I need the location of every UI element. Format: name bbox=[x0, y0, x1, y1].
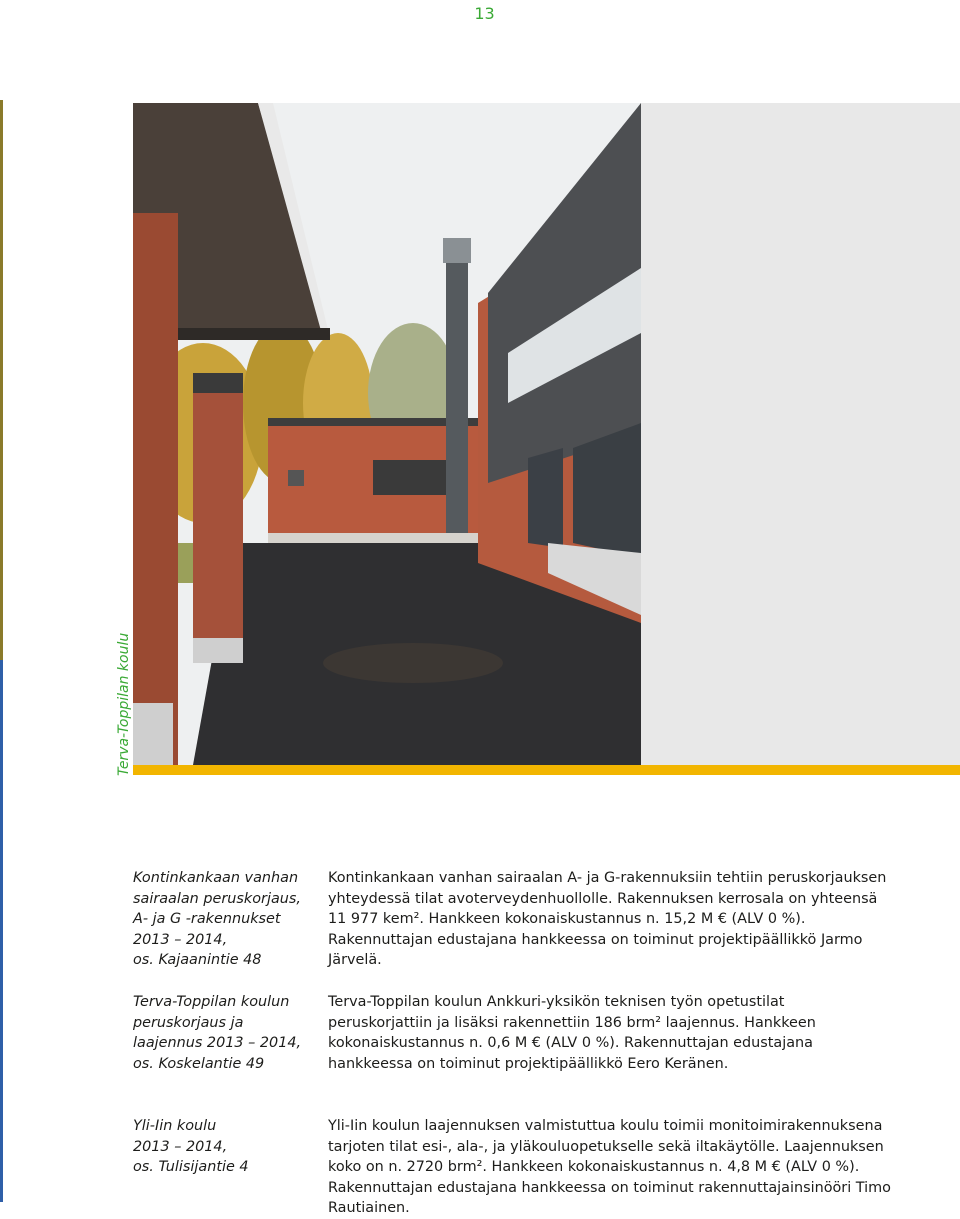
project-description-yli-ii: Yli-Iin koulun laajennuksen valmistuttua koulu toimii monitoimirakennuksena tarjoten tilat esi-, ala-, ja yläkouluopetukselle sekä iltakäytölle. Laajennuksen koko on n. 2720 brm². Hankkeen kokonaiskustannus n. 4,8 M € (ALV 0 %). Rakennuttajan edustajana hankkeessa on toiminut rakennuttajainsinööri Timo Rautiainen. bbox=[328, 1118, 891, 1217]
title-line: peruskorjaus ja bbox=[133, 1014, 244, 1031]
page-number: 13 bbox=[474, 4, 495, 23]
title-line: A- ja G -rakennukset bbox=[133, 911, 281, 928]
title-line: Yli-Iin koulu bbox=[133, 1118, 217, 1134]
title-line: 2013 – 2014, bbox=[133, 931, 228, 948]
title-line: os. Tulisijantie 4 bbox=[133, 1159, 249, 1176]
title-line: 2013 – 2014, bbox=[133, 1138, 228, 1155]
project-title-yli-ii bbox=[133, 1116, 313, 1178]
side-caption: Terva-Toppilan koulu bbox=[116, 632, 132, 776]
project-title-terva-toppila bbox=[133, 992, 313, 1074]
grey-panel bbox=[641, 103, 960, 765]
yellow-divider-bar bbox=[133, 765, 960, 775]
title-line: os. Koskelantie 49 bbox=[133, 1055, 265, 1072]
title-line: sairaalan peruskorjaus, bbox=[133, 890, 301, 907]
school-building-photo bbox=[133, 103, 641, 765]
page-edge-strip bbox=[0, 100, 3, 1202]
title-line: os. Kajaanintie 48 bbox=[133, 952, 262, 969]
title-line: Terva-Toppilan koulun bbox=[133, 994, 290, 1010]
title-line: Kontinkankaan vanhan bbox=[133, 870, 299, 886]
project-description-terva-toppila: Terva-Toppilan koulun Ankkuri-yksikön teknisen työn opetustilat peruskorjattiin ja lisäksi rakennettiin 186 brm² laajennus. Hankkeen kokonaiskustannus n. 0,6 M € (ALV 0 %). Rakennuttajan edustajana hankkeessa on toiminut projektipäällikkö Eero Keränen. bbox=[328, 994, 816, 1072]
project-description-kontinkangas: Kontinkankaan vanhan sairaalan A- ja G-rakennuksiin tehtiin peruskorjauksen yhteydessä tilat avoterveydenhuollolle. Rakennuksen kerrosala on yhteensä 11 977 kem². Hankkeen kokonaiskustannus n. 15,2 M € (ALV 0 %). Rakennuttajan edustajana hankkeessa on toiminut projektipäällikkö Jarmo Järvelä. bbox=[328, 870, 887, 969]
title-line: laajennus 2013 – 2014, bbox=[133, 1035, 302, 1052]
project-title-kontinkangas bbox=[133, 868, 313, 971]
